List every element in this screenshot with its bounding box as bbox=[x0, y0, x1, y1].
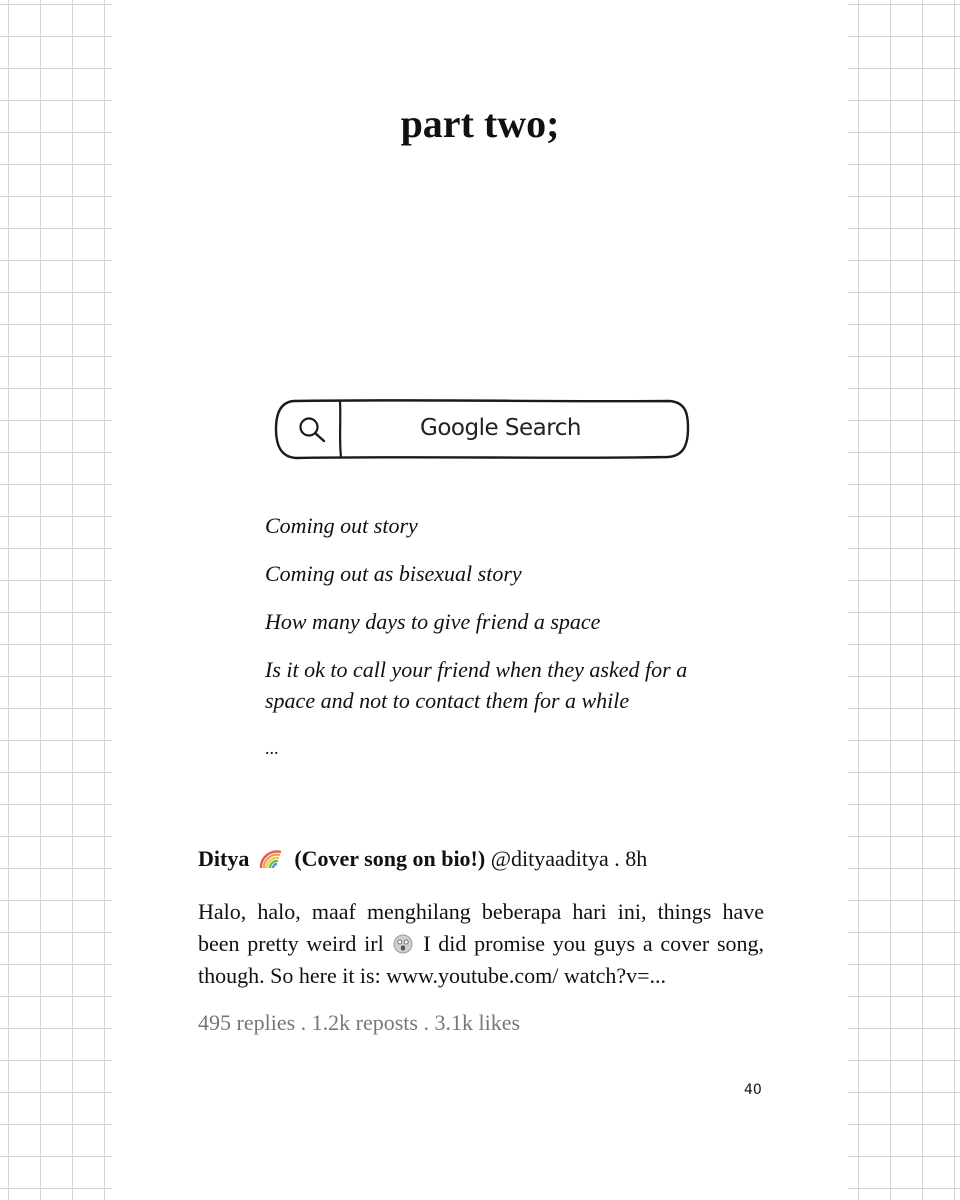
search-icon[interactable] bbox=[292, 410, 332, 450]
suggestion-item[interactable]: Coming out story bbox=[265, 513, 418, 538]
post-body-text: Halo, halo, maaf menghilang beberapa hari ini, things have been pretty weird irl bbox=[198, 899, 764, 956]
grid-margin-right bbox=[848, 0, 960, 1200]
post-timestamp: . 8h bbox=[614, 846, 648, 871]
post-stats: 495 replies . 1.2k reposts . 3.1k likes bbox=[198, 1010, 521, 1035]
post-author-name[interactable]: Ditya bbox=[198, 846, 250, 871]
post-author-handle[interactable]: @dityaaditya bbox=[490, 846, 609, 871]
suggestion-item[interactable]: How many days to give friend a space bbox=[265, 609, 601, 634]
suggestion-item[interactable]: Coming out as bisexual story bbox=[265, 561, 522, 586]
post-header bbox=[198, 843, 764, 875]
suggestion-item[interactable]: Is it ok to call your friend when they asked for a space and not to contact them for a while bbox=[265, 657, 688, 713]
page-number: 40 bbox=[744, 1082, 762, 1098]
post-body bbox=[198, 896, 764, 992]
search-placeholder[interactable]: Google Search bbox=[420, 415, 581, 441]
google-search-bar[interactable] bbox=[274, 398, 690, 460]
grid-margin-left bbox=[0, 0, 112, 1200]
book-page bbox=[112, 0, 848, 1200]
post-body-text: I did promise you guys a cover song, though. So here it is: www.youtube.com/ watch?v=... bbox=[198, 931, 765, 988]
rainbow-icon bbox=[259, 848, 285, 870]
search-suggestions bbox=[265, 510, 725, 764]
suggestions-more: ... bbox=[265, 738, 279, 758]
social-post bbox=[198, 843, 764, 1036]
scared-face-icon bbox=[393, 934, 413, 954]
post-author-tagline: (Cover song on bio!) bbox=[294, 846, 486, 871]
chapter-title: part two; bbox=[400, 101, 560, 146]
